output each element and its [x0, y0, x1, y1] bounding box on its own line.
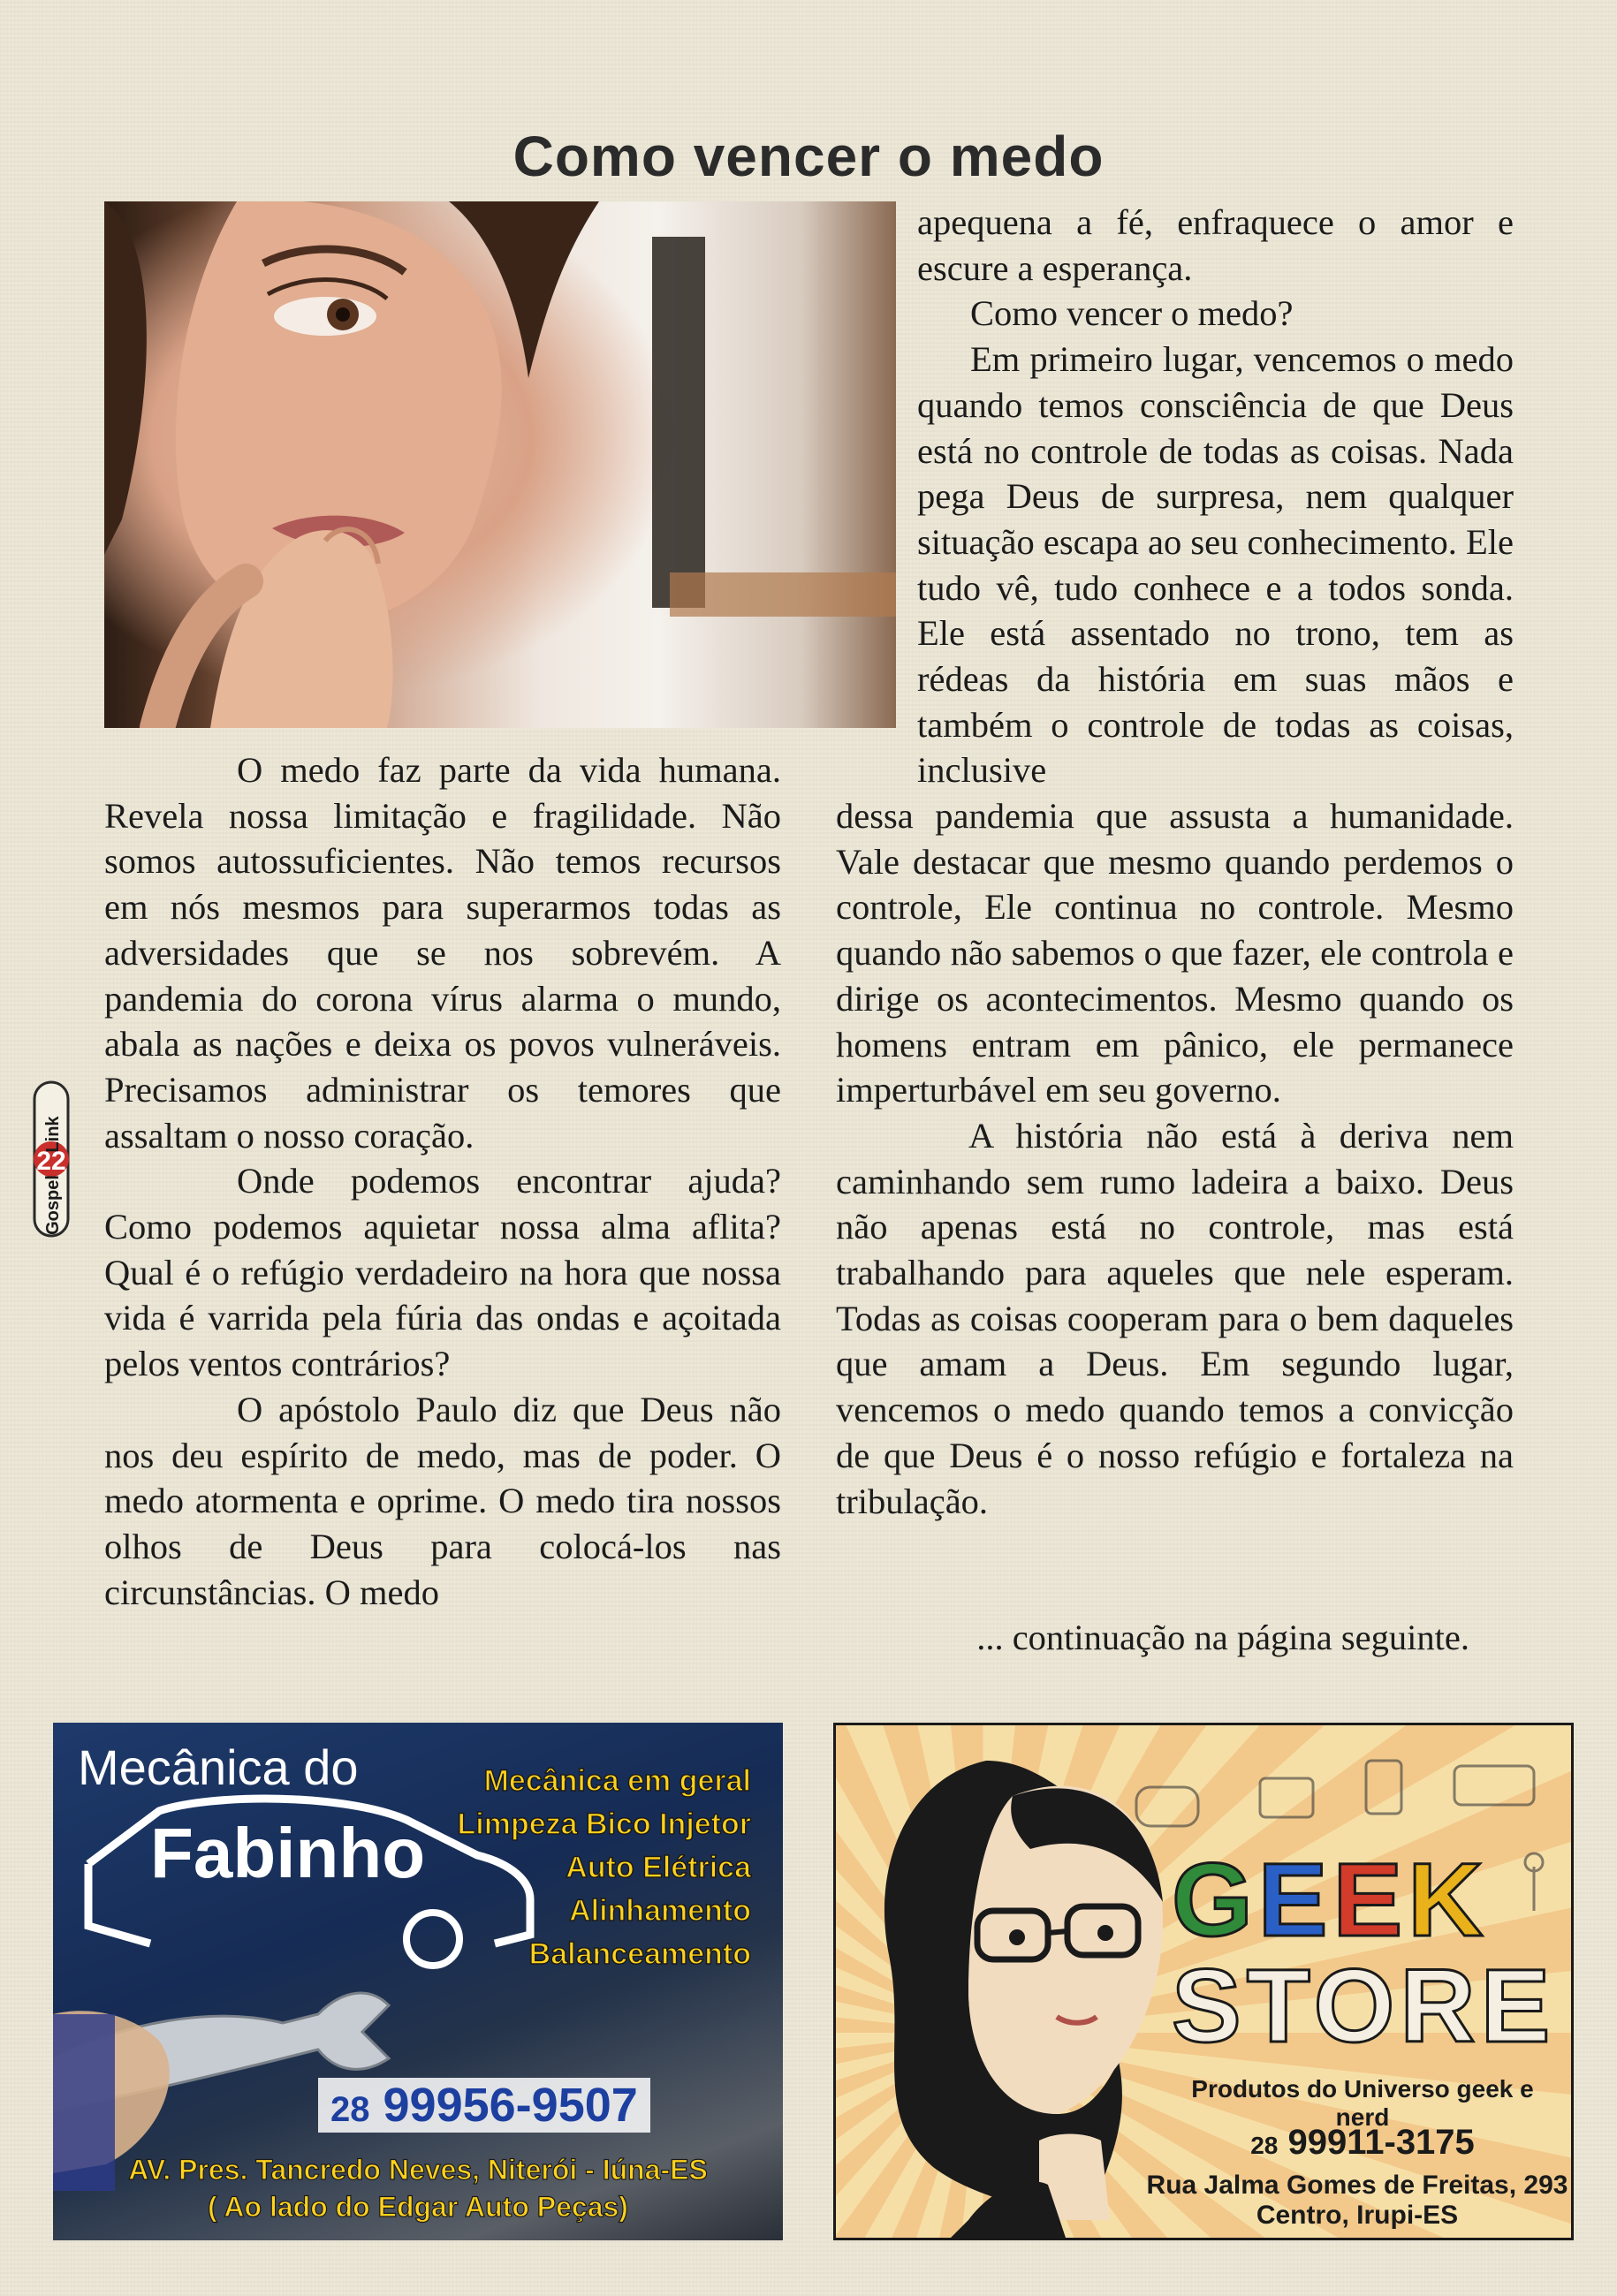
- address-line2: Centro, Irupi-ES: [1256, 2201, 1459, 2230]
- phone-number: [1163, 2123, 1562, 2163]
- brand-gospel: Gospel: [43, 1175, 63, 1235]
- brand-link: Link: [43, 1116, 63, 1153]
- paragraph: apequena a fé, enfraquece o amor e escure a esperança.: [917, 202, 1514, 288]
- ad-title-line1: Mecânica do: [78, 1739, 359, 1795]
- article-column-left: [104, 747, 781, 1615]
- woman-photo: [104, 201, 896, 728]
- address-line1: AV. Pres. Tancredo Neves, Niterói - Iúna-ES: [128, 2154, 708, 2186]
- paragraph: Onde podemos encontrar ajuda? Como podemos aquietar nossa alma aflita? Qual é o refúgio verdadeiro na hora que nossa vida é varrida pela fúria das ondas e açoitada pelos ventos contrários?: [104, 1161, 781, 1384]
- paragraph: dessa pandemia que assusta a humanidade. Vale destacar que mesmo quando perdemos o controle, Ele continua no controle. Mesmo quando não sabemos o que fazer, ele controla e dirige os acontecimentos. Mesmo quando os homens entram em pânico, ele permanece imperturbável em seu governo.: [836, 796, 1514, 1110]
- phone-digits: 99911-3175: [1287, 2123, 1475, 2162]
- geek-letter: K: [1408, 1842, 1489, 1959]
- geek-logo-word1: [1172, 1840, 1488, 1960]
- paragraph: Em primeiro lugar, vencemos o medo quando temos consciência de que Deus está no controle de todas as coisas. Nada pega Deus de surpresa, nem qualquer situação escapa ao seu conhecimento. Ele tudo vê, tudo conhece e a todos sonda. Ele está assentado no trono, tem as rédeas da história em suas mãos e também o controle de todas as coisas, inclusive: [917, 339, 1514, 791]
- service-item: Auto Elétrica: [566, 1851, 751, 1884]
- article-title: Como vencer o medo: [512, 125, 1105, 188]
- service-item: Limpeza Bico Injetor: [457, 1807, 751, 1841]
- continuation-note: ... continuação na página seguinte.: [976, 1618, 1469, 1657]
- woman-face-illustration: [104, 201, 896, 728]
- service-item: Balanceamento: [528, 1937, 751, 1971]
- service-item: Mecânica em geral: [483, 1764, 751, 1798]
- paragraph: A história não está à deriva nem caminhando sem rumo ladeira a baixo. Deus não apenas está no controle, mas está trabalhando para aqueles que nele esperam. Todas as coisas cooperam para o bem daqueles que amam a Deus. Em segundo lugar, vencemos o medo quando temos a convicção de que Deus é o nosso refúgio e fortaleza na tribulação.: [836, 1115, 1514, 1521]
- phone-ddd: 28: [1250, 2132, 1279, 2159]
- mecanica-fabinho-ad: [53, 1723, 783, 2240]
- page-number: 22: [36, 1147, 66, 1176]
- geek-subtitle: Produtos do Universo geek e nerd: [1191, 2075, 1534, 2131]
- paragraph: O apóstolo Paulo diz que Deus não nos deu espírito de medo, mas de poder. O medo atormenta e oprime. O medo tira nossos olhos de Deus para colocá-los nas circunstâncias. O medo: [104, 1389, 781, 1612]
- article-column-top-right: [917, 200, 1514, 793]
- geek-letter: E: [1257, 1842, 1333, 1959]
- address-line2: ( Ao lado do Edgar Auto Peças): [208, 2191, 628, 2223]
- geek-logo-word2: STORE: [1172, 1948, 1556, 2065]
- phone-digits: 99956-9507: [383, 2079, 638, 2132]
- services-list: [458, 1760, 752, 1976]
- geek-store-ad: [833, 1723, 1574, 2240]
- gospel-link-page-tab: [32, 1080, 71, 1239]
- service-item: Alinhamento: [569, 1894, 751, 1928]
- article-column-right: [836, 793, 1514, 1524]
- ad-title-line2: Fabinho: [150, 1814, 426, 1892]
- paragraph: O medo faz parte da vida humana. Revela nossa limitação e fragilidade. Não somos autossuficientes. Não temos recursos em nós mesmos para superarmos todas as adversidades que se nos sobrevém. A pandemia do corona vírus alarma o mundo, abala as nações e deixa os povos vulneráveis. Precisamos administrar os temores que assaltam o nosso coração.: [104, 750, 781, 1156]
- paragraph: Como vencer o medo?: [970, 293, 1294, 334]
- geek-letter: E: [1332, 1842, 1408, 1959]
- address-line1: Rua Jalma Gomes de Freitas, 293: [1146, 2171, 1568, 2200]
- phone-number: [318, 2078, 650, 2133]
- geek-letter: G: [1172, 1842, 1258, 1959]
- phone-ddd: 28: [330, 2090, 370, 2129]
